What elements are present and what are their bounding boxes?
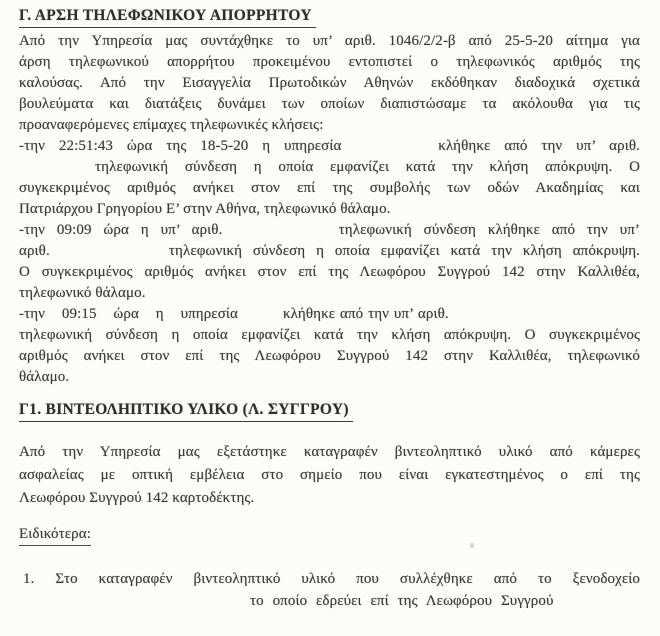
- call1-line-1: [19, 136, 640, 157]
- subheading-eidikotera: [19, 524, 640, 546]
- call3-time-text: -την 09:15 ώρα η υπηρεσία: [19, 306, 238, 322]
- intro-line-4: βουλεύματα και διατάξεις δυνάμει των οποίων διαπιστώσαμε τα ακόλουθα για τις: [19, 96, 640, 112]
- call3-line-4: θάλαμο.: [19, 369, 70, 385]
- call2-line2-right: τηλεφωνική σύνδεση η οποία εμφανίζει κατά την κλήση απόκρυψη.: [168, 243, 640, 259]
- g1-para-line-2: ασφαλείας με οπτική εμβέλεια στο σημείο που είναι εγκατεστημένος ο επί της: [19, 467, 640, 483]
- redaction-gap: [238, 304, 283, 325]
- call1-time-text: -την 22:51:43 ώρα της 18-5-20 η υπηρεσία: [19, 138, 342, 154]
- call2-time-text: -την 09:09 ώρα η υπ’ αριθ.: [19, 222, 223, 238]
- call1-line-2: τηλεφωνική σύνδεση η οποία εμφανίζει κατά την κλήση απόκρυψη. Ο: [95, 159, 640, 175]
- list-item-1-text: Στο καταγραφέν βιντεοληπτικό υλικό που συλλέχθηκε από το ξενοδοχείο: [55, 571, 640, 587]
- section-g-heading: [19, 6, 640, 28]
- section-g1-heading: [19, 400, 640, 422]
- scan-artifact: [470, 543, 474, 548]
- intro-line-1: Από την Υπηρεσία μας συντάχθηκε το υπ’ αριθ. 1046/2/2-β από 25-5-20 αίτημα για: [19, 33, 640, 49]
- list-item-1-line-2: το οποίο εδρεύει επί της Λεωφόρου Συγγρού: [250, 593, 554, 609]
- call1-called-text: κλήθηκε από την υπ’ αριθ.: [438, 138, 640, 154]
- intro-line-2: άρση τηλεφωνικού απορρήτου προκειμένου εντοπιστεί ο τηλεφωνικός αριθμός της: [19, 54, 640, 70]
- call2-line-2: [19, 241, 640, 262]
- section-g-heading-text: Γ. ΑΡΣΗ ΤΗΛΕΦΩΝΙΚΟΥ ΑΠΟΡΡΗΤΟΥ: [19, 6, 316, 28]
- list-item-1-number: 1.: [23, 571, 35, 587]
- redaction-gap: [449, 304, 640, 325]
- call3-line-3: αριθμός ανήκει στον επί της Λεωφόρου Συγγρού 142 στην Καλλιθέα, τηλεφωνικό: [19, 348, 640, 364]
- call1-line-4: Πατριάρχου Γρηγορίου Ε’ στην Αθήνα, τηλεφωνικό θάλαμο.: [19, 201, 391, 217]
- call2-called-text: τηλεφωνική σύνδεση κλήθηκε από την υπ’: [338, 222, 640, 238]
- list-item-1-line-1: [19, 568, 640, 590]
- g1-para-line-3: Λεωφόρου Συγγρού 142 καρτοδέκτης.: [19, 490, 255, 506]
- call1-line-3: συγκεκριμένος αριθμός ανήκει στον επί της συμβολής των οδών Ακαδημίας και: [19, 180, 640, 196]
- call3-line-1: [19, 304, 640, 325]
- call2-line-3: Ο συγκεκριμένος αριθμός ανήκει στον επί της Λεωφόρου Συγγρού 142 στην Καλλιθέα,: [19, 264, 640, 280]
- section-g1-heading-text: Γ1. ΒΙΝΤΕΟΛΗΠΤΙΚΟ ΥΛΙΚΟ (Λ. ΣΥΓΓΡΟΥ): [19, 400, 353, 422]
- call2-line-1: [19, 220, 640, 241]
- call2-line2-left: αριθ.: [19, 243, 50, 259]
- subheading-text: Ειδικότερα:: [19, 524, 91, 546]
- call2-line-4: τηλεφωνικό θάλαμο.: [19, 285, 146, 301]
- intro-line-5: προαναφερόμενες επίμαχες τηλεφωνικές κλήσεις:: [19, 117, 324, 133]
- g1-para-line-1: Από την Υπηρεσία μας εξετάστηκε καταγραφέν βιντεοληπτικό υλικό από κάμερες: [19, 444, 640, 460]
- call3-called-text: κλήθηκε από την υπ’ αριθ.: [283, 306, 449, 322]
- intro-line-3: καλούσας. Από την Εισαγγελία Πρωτοδικών Αθηνών εκδόθηκαν διαδοχικά σχετικά: [19, 75, 640, 91]
- call3-line-2: τηλεφωνική σύνδεση η οποία εμφανίζει κατά την κλήση απόκρυψη. Ο συγκεκριμένος: [19, 327, 640, 343]
